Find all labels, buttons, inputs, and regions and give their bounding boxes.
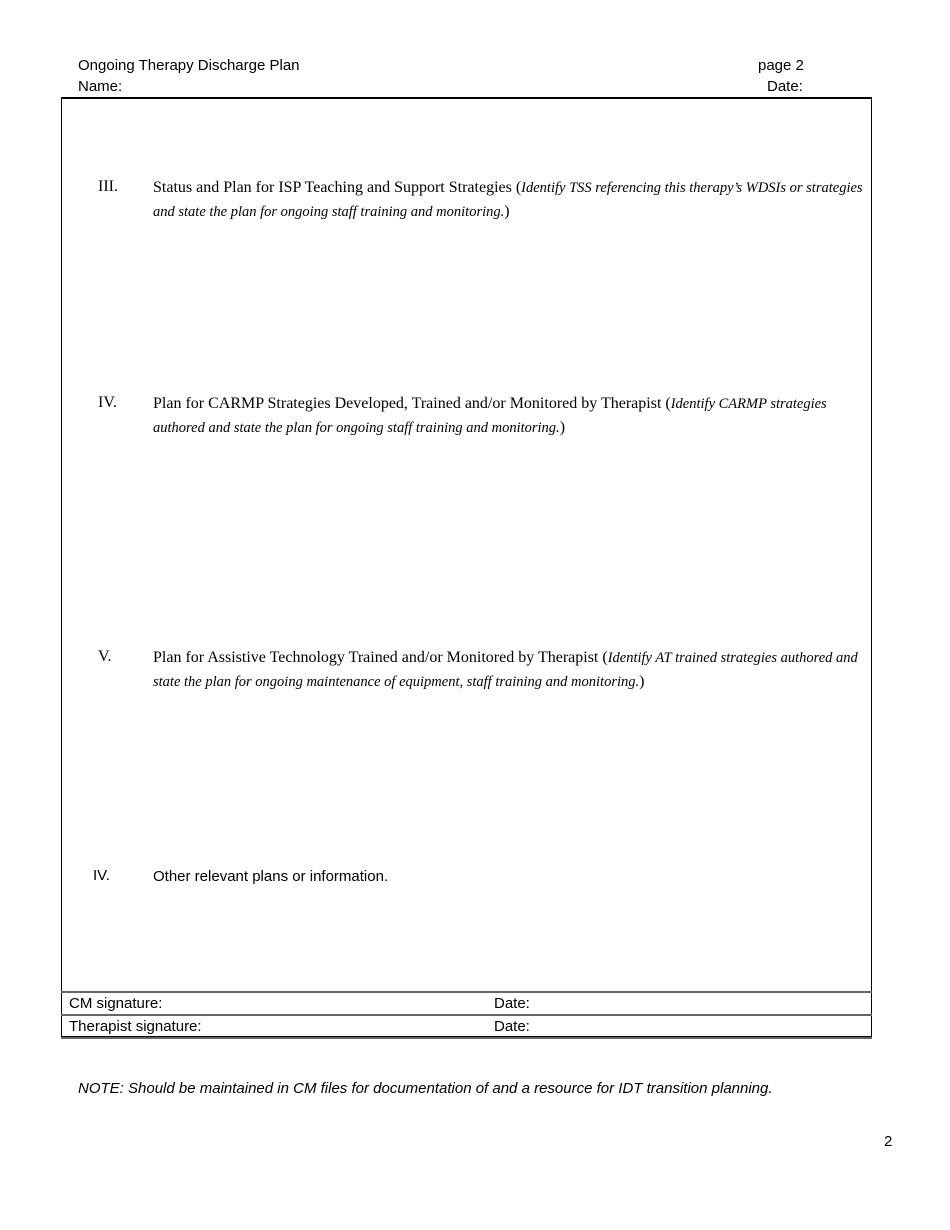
footer-note: NOTE: Should be maintained in CM files for documentation of and a resource for IDT transition planning. bbox=[78, 1080, 773, 1097]
date-label: Date: bbox=[767, 78, 803, 95]
section-text bbox=[153, 392, 871, 440]
document-title: Ongoing Therapy Discharge Plan bbox=[78, 57, 300, 74]
section-title: Status and Plan for ISP Teaching and Support Strategies ( bbox=[153, 179, 522, 196]
cm-signature-label: CM signature: bbox=[69, 995, 163, 1012]
section-title: Other relevant plans or information. bbox=[153, 868, 389, 885]
section-number: IV. bbox=[98, 394, 117, 411]
section-hint: Identify CARMP strategies authored and state the plan for ongoing staff training and monitoring. bbox=[153, 396, 827, 436]
section-title: Plan for CARMP Strategies Developed, Trained and/or Monitored by Therapist ( bbox=[153, 395, 671, 412]
therapist-signature-row bbox=[61, 1014, 872, 1039]
section-number: V. bbox=[98, 648, 112, 665]
section-number: IV. bbox=[93, 867, 110, 884]
section-title: Plan for Assistive Technology Trained and/or Monitored by Therapist ( bbox=[153, 649, 608, 666]
name-label: Name: bbox=[78, 78, 123, 95]
therapist-signature-label: Therapist signature: bbox=[69, 1018, 202, 1035]
section-number: III. bbox=[98, 178, 118, 195]
section-hint: Identify TSS referencing this therapy’s WDSIs or strategies and state the plan for ongoing staff training and monitoring. bbox=[153, 180, 863, 220]
cm-signature-row bbox=[61, 991, 872, 1014]
cm-date-label: Date: bbox=[494, 995, 530, 1012]
section-hint: Identify AT trained strategies authored and state the plan for ongoing maintenance of equipment, staff training and monitoring. bbox=[153, 650, 858, 690]
section-text bbox=[153, 176, 871, 224]
section-close: ) bbox=[504, 203, 510, 220]
therapist-date-label: Date: bbox=[494, 1018, 530, 1035]
page-number: 2 bbox=[884, 1133, 893, 1150]
section-text bbox=[153, 646, 871, 694]
section-close: ) bbox=[559, 419, 566, 436]
form-frame bbox=[61, 97, 872, 1037]
page-label: page 2 bbox=[758, 57, 804, 74]
section-close: ) bbox=[639, 673, 645, 690]
